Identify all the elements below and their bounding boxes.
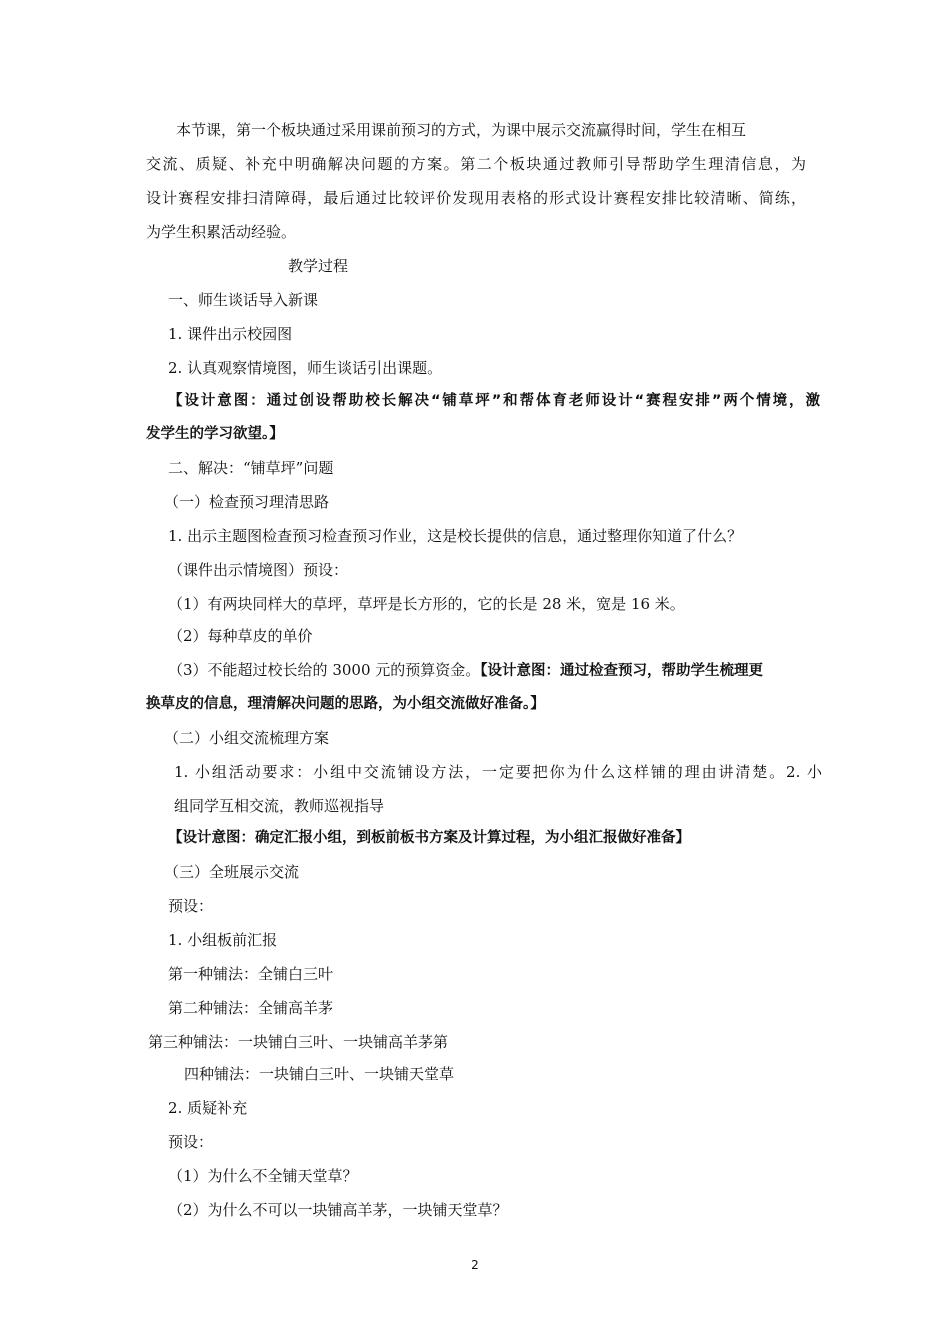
part1-point-3-text: （3）不能超过校长给的 3000 元的预算资金。 (168, 661, 481, 679)
part3-report: 1. 小组板前汇报 (168, 931, 278, 949)
part2-title: （二）小组交流梳理方案 (164, 729, 330, 747)
part3-title: （三）全班展示交流 (164, 863, 300, 881)
part1-preset: （课件出示情境图）预设： (168, 561, 349, 579)
part3-question-1: （1）为什么不全铺天堂草？ (168, 1167, 358, 1185)
section2-title: 二、解决：“铺草坪”问题 (168, 459, 334, 477)
section-heading: 教学过程 (288, 257, 349, 275)
part3-method-1: 第一种铺法：全铺白三叶 (168, 965, 334, 983)
part1-point-1: （1）有两块同样大的草坪，草坪是长方形的，它的长是 28 米，宽是 16 米。 (168, 595, 685, 613)
part1-point-3-intent-cont: 换草皮的信息，理清解决问题的思路，为小组交流做好准备。】 (146, 696, 545, 712)
part2-design-intent: 【设计意图：确定汇报小组，到板前板书方案及计算过程，为小组汇报做好准备】 (168, 830, 690, 846)
summary-line-1: 本节课，第一个板块通过采用课前预习的方式，为课中展示交流赢得时间，学生在相互 (176, 121, 747, 139)
part1-point-3 (168, 660, 763, 681)
part3-method-4: 四种铺法：一块铺白三叶、一块铺天堂草 (184, 1065, 455, 1083)
part1-point-3-intent: 【设计意图：通过检查预习，帮助学生梳理更 (480, 663, 764, 679)
summary-line-3: 设计赛程安排扫清障碍，最后通过比较评价发现用表格的形式设计赛程安排比较清晰、简练， (146, 189, 806, 207)
part2-requirement-2: 组同学互相交流，教师巡视指导 (174, 797, 385, 815)
part3-preset: 预设： (168, 897, 214, 915)
section1-item-1: 1. 课件出示校园图 (168, 325, 293, 343)
section1-item-2: 2. 认真观察情境图，师生谈话引出课题。 (168, 359, 443, 377)
part3-preset-2: 预设： (168, 1133, 214, 1151)
part3-method-3: 第三种铺法：一块铺白三叶、一块铺高羊茅第 (148, 1033, 449, 1051)
section1-title: 一、师生谈话导入新课 (168, 291, 319, 309)
part3-qa: 2. 质疑补充 (168, 1099, 248, 1117)
summary-line-4: 为学生积累活动经验。 (146, 223, 297, 241)
summary-line-2: 交流、质疑、补充中明确解决问题的方案。第二个板块通过教师引导帮助学生理清信息，为 (146, 155, 806, 173)
part2-requirement-1: 1. 小组活动要求：小组中交流铺设方法，一定要把你为什么这样铺的理由讲清楚。2. 小 (174, 763, 822, 781)
part1-point-2: （2）每种草皮的单价 (168, 627, 313, 645)
part3-question-2: （2）为什么不可以一块铺高羊茅，一块铺天堂草？ (168, 1201, 508, 1219)
section1-design-intent-2: 发学生的学习欲望。】 (146, 426, 284, 442)
section1-design-intent-1: 【设计意图：通过创设帮助校长解决“铺草坪”和帮体育老师设计“赛程安排”两个情境，激 (168, 393, 820, 409)
part1-title: （一）检查预习理清思路 (164, 493, 330, 511)
part1-question-1: 1. 出示主题图检查预习检查预习作业，这是校长提供的信息，通过整理你知道了什么？ (168, 527, 743, 545)
page-number: 2 (471, 1258, 479, 1272)
part3-method-2: 第二种铺法：全铺高羊茅 (168, 999, 334, 1017)
